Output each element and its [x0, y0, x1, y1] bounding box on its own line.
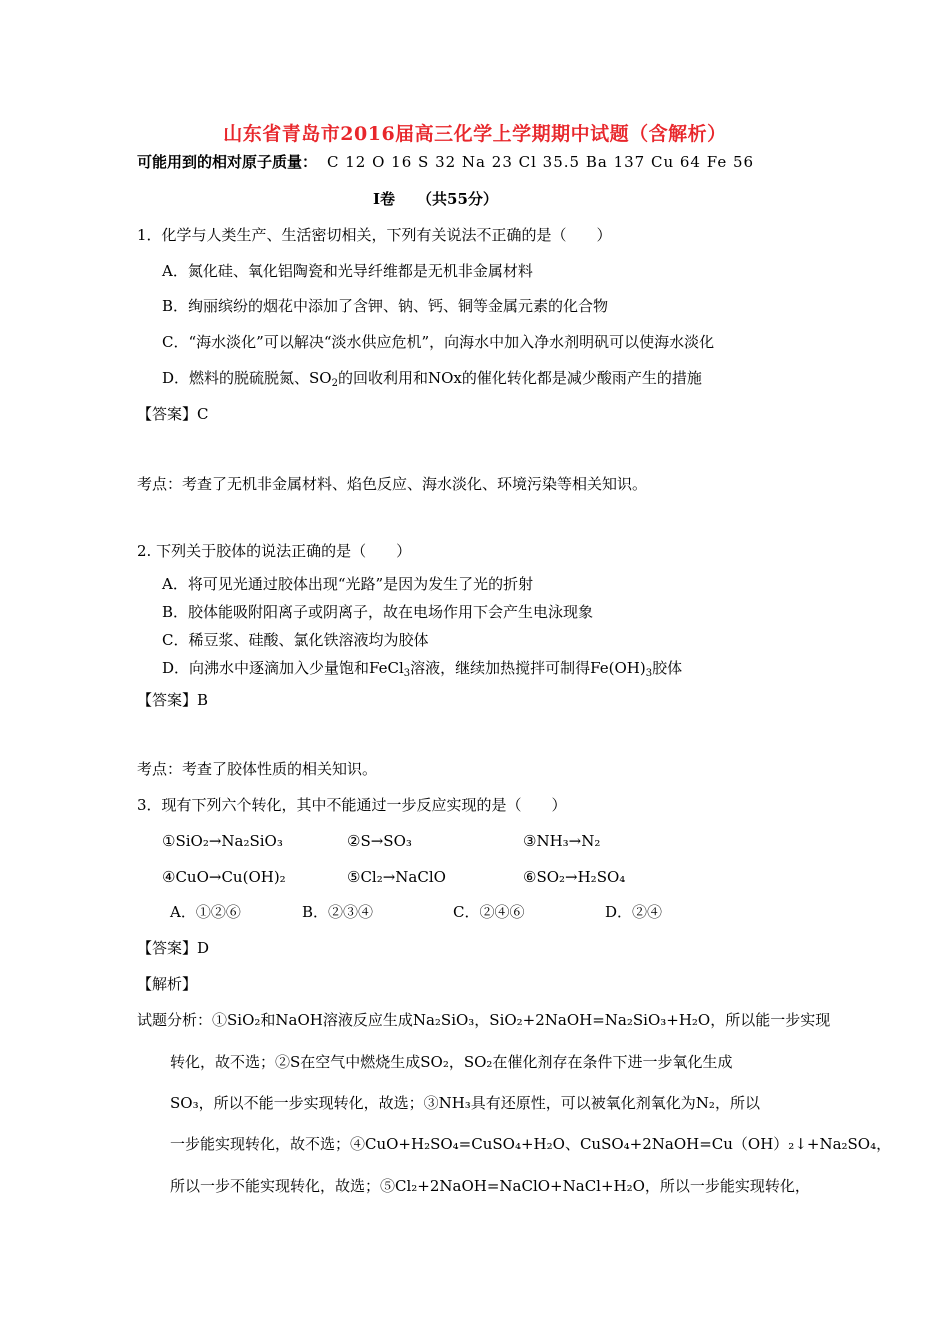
q1-option-c: C．“海水淡化”可以解决“淡水供应危机”，向海水中加入净水剂明矾可以使海水淡化	[162, 333, 715, 351]
q3-option-d: D．②④	[605, 903, 663, 921]
q3-conversion-4: ④CuO→Cu(OH)₂	[162, 868, 286, 886]
q1-note: 考点：考查了无机非金属材料、焰色反应、海水淡化、环境污染等相关知识。	[137, 475, 648, 493]
q3-option-c: C．②④⑥	[453, 903, 525, 921]
q3-analysis-line: SO₃，所以不能一步实现转化，故选；③NH₃具有还原性，可以被氧化剂氧化为N₂，所以	[170, 1094, 760, 1112]
q1-option-d-sub: 2	[331, 378, 338, 389]
q2-option-d-post: 胶体	[652, 659, 683, 677]
q1-option-d-pre: D．燃料的脱硫脱氮、SO	[162, 369, 332, 387]
q1-option-d-post: 的回收利用和NOx的催化转化都是减少酸雨产生的措施	[337, 369, 702, 387]
q2-note: 考点：考查了胶体性质的相关知识。	[137, 760, 378, 778]
q3-option-b: B．②③④	[302, 903, 374, 921]
q3-analysis-line: 转化，故不选；②S在空气中燃烧生成SO₂，SO₂在催化剂存在条件下进一步氧化生成	[170, 1053, 733, 1071]
section-heading	[373, 189, 498, 209]
atomic-masses-line	[137, 152, 754, 172]
q1-option-d	[162, 368, 702, 394]
q3-conversion-5: ⑤Cl₂→NaClO	[347, 868, 446, 886]
q3-conversion-3: ③NH₃→N₂	[523, 832, 601, 850]
q2-option-d-sub2: 3	[645, 668, 653, 679]
q3-option-a: A．①②⑥	[170, 903, 241, 921]
q3-analysis-line: 试题分析：①SiO₂和NaOH溶液反应生成Na₂SiO₃，SiO₂+2NaOH=Na₂SiO₃+H₂O，所以能一步实现	[137, 1011, 831, 1029]
q2-option-b: B．胶体能吸附阳离子或阴离子，故在电场作用下会产生电泳现象	[162, 603, 594, 621]
q2-option-a: A．将可见光通过胶体出现“光路”是因为发生了光的折射	[162, 575, 534, 593]
atomic-masses-values: C 12 O 16 S 32 Na 23 Cl 35.5 Ba 137 Cu 64 Fe 56	[327, 153, 755, 171]
q2-option-d-pre: D．向沸水中逐滴加入少量饱和FeCl	[162, 659, 404, 677]
q1-stem: 1．化学与人类生产、生活密切相关，下列有关说法不正确的是（ ）	[137, 226, 612, 244]
q3-analysis-line: 所以一步不能实现转化，故选；⑤Cl₂+2NaOH=NaClO+NaCl+H₂O，所以一步能实现转化，	[170, 1177, 810, 1195]
q3-analysis-heading: 【解析】	[137, 975, 198, 993]
q3-stem: 3．现有下列六个转化，其中不能通过一步反应实现的是（ ）	[137, 796, 567, 814]
q3-conversion-1: ①SiO₂→Na₂SiO₃	[162, 832, 283, 850]
q2-option-d-mid: 溶液，继续加热搅拌可制得Fe(OH)	[410, 659, 646, 677]
q2-stem: 2. 下列关于胶体的说法正确的是（ ）	[137, 542, 412, 560]
page-title: 山东省青岛市2016届高三化学上学期期中试题（含解析）	[223, 123, 727, 145]
section-score: （共55分）	[417, 190, 498, 208]
q2-answer: 【答案】B	[137, 691, 209, 709]
q3-conversion-6: ⑥SO₂→H₂SO₄	[523, 868, 626, 886]
atomic-masses-label: 可能用到的相对原子质量：	[137, 153, 318, 171]
q3-analysis-line: 一步能实现转化，故不选；④CuO+H₂SO₄=CuSO₄+H₂O、CuSO₄+2NaOH=Cu（OH）₂↓+Na₂SO₄，	[170, 1135, 892, 1153]
section-name: I卷	[373, 190, 396, 208]
q3-conversion-2: ②S→SO₃	[347, 832, 412, 850]
q1-answer: 【答案】C	[137, 405, 209, 423]
q3-answer: 【答案】D	[137, 939, 210, 957]
q1-option-b: B．绚丽缤纷的烟花中添加了含钾、钠、钙、铜等金属元素的化合物	[162, 297, 609, 315]
q2-option-d	[162, 658, 682, 684]
q2-option-c: C．稀豆浆、硅酸、氯化铁溶液均为胶体	[162, 631, 429, 649]
q1-option-a: A．氮化硅、氧化铝陶瓷和光导纤维都是无机非金属材料	[162, 262, 533, 280]
q2-option-d-sub1: 3	[403, 668, 411, 679]
